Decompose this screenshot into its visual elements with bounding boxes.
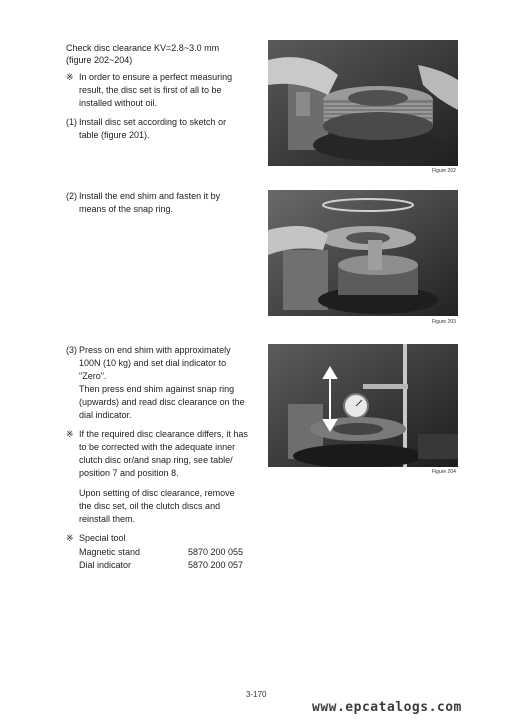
watermark: www.epcatalogs.com bbox=[312, 700, 462, 715]
figure-caption: Figure 202 bbox=[432, 168, 456, 174]
step-text: Install the end shim and fasten it by means of the snap ring. bbox=[79, 191, 221, 214]
figure-caption: Figure 204 bbox=[432, 469, 456, 475]
figure-caption: Figure 203 bbox=[432, 319, 456, 325]
special-tool-label: Special tool bbox=[79, 533, 126, 543]
photo-dial-indicator bbox=[268, 344, 458, 467]
note-marker: ※ bbox=[66, 533, 74, 543]
photo-disc-set bbox=[268, 40, 458, 166]
step-number: (2) bbox=[66, 191, 77, 201]
tool-code: 5870 200 057 bbox=[188, 560, 244, 570]
note-text: If the required disc clearance differs, it has to be corrected with the adequate inner clutch disc or/and snap ring, see table/ position 7 and position 8. bbox=[79, 429, 248, 478]
photo-end-shim bbox=[268, 190, 458, 316]
section-title: Check disc clearance KV=2.8~3.0 mm bbox=[66, 43, 220, 53]
step-text: Install disc set according to sketch or table (figure 201). bbox=[79, 117, 227, 140]
tool-name: Dial indicator bbox=[79, 560, 132, 570]
step-number: (1) bbox=[66, 117, 77, 127]
tool-code: 5870 200 055 bbox=[188, 547, 244, 557]
page-number: 3-170 bbox=[246, 690, 267, 699]
paragraph: Upon setting of disc clearance, remove the disc set, oil the clutch discs and reinstall them. bbox=[79, 488, 235, 524]
note-marker: ※ bbox=[66, 72, 74, 82]
step-text: Press on end shim with approximately 100N (10 kg) and set dial indicator to "Zero". bbox=[79, 345, 231, 381]
step-number: (3) bbox=[66, 345, 77, 355]
step-text: Then press end shim against snap ring (upwards) and read disc clearance on the dial indicator. bbox=[79, 384, 245, 420]
note-text: In order to ensure a perfect measuring result, the disc set is first of all to be installed without oil. bbox=[79, 72, 233, 108]
note-marker: ※ bbox=[66, 429, 74, 439]
figure-reference: (figure 202~204) bbox=[66, 55, 133, 65]
tool-name: Magnetic stand bbox=[79, 547, 141, 557]
